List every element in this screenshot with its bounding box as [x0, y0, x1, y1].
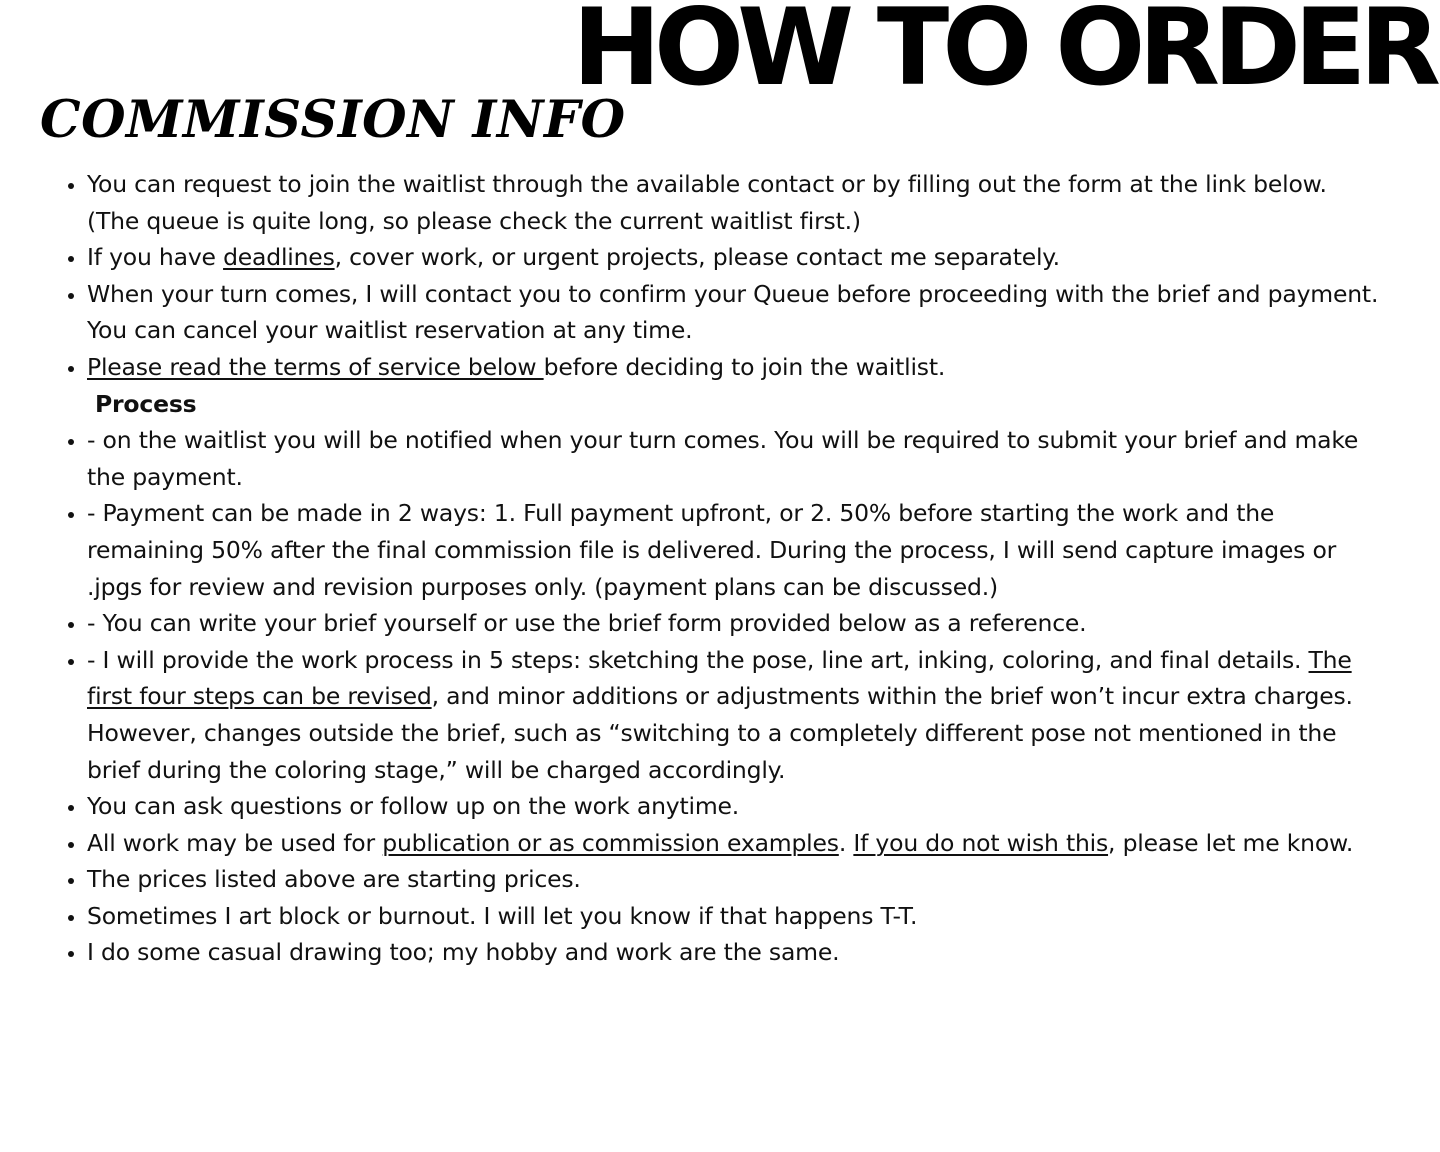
usage-mid: . — [838, 828, 854, 857]
deadlines-prefix: If you have — [87, 243, 224, 272]
list-item-payment — [87, 495, 1384, 605]
opt-out-link[interactable]: If you do not wish this — [853, 828, 1109, 857]
payment-text: - Payment can be made in 2 ways: 1. Full payment upfront, or 2. 50% before starting the work and the remaining 50% after the final commission file is delivered. During the process, I will send capture images or .jpgs for review and revision purposes only. (payment plans can be discussed.) — [87, 499, 1337, 601]
page-title: HOW TO ORDER — [572, 0, 1434, 109]
deadlines-suffix: , cover work, or urgent projects, please contact me separately. — [334, 243, 1060, 272]
steps-suffix: , and minor additions or adjustments within the brief won’t incur extra charges. However, changes outside the brief, such as “switching to a completely different pose not mentioned in the brief during the coloring stage,” will be charged accordingly. — [87, 682, 1353, 784]
publication-link[interactable]: publication or as commission examples — [382, 828, 839, 857]
list-item-deadlines — [87, 239, 1384, 276]
join-waitlist-text: You can request to join the waitlist through the available contact or by filling out the form at the link below. — [87, 170, 1327, 198]
queue-note-text: (The queue is quite long, so please check the current waitlist first.) — [87, 206, 861, 235]
process-heading-item — [87, 386, 1384, 423]
steps-prefix: - I will provide the work process in 5 steps: sketching the pose, line art, inking, coloring, and final details. — [87, 645, 1309, 674]
prices-text: The prices listed above are starting prices. — [87, 865, 581, 894]
usage-prefix: All work may be used for — [87, 828, 383, 857]
list-item-prices — [87, 861, 1384, 898]
terms-of-service-link[interactable]: Please read the terms of service below — [87, 352, 544, 381]
revision-steps-link[interactable]: The first four steps can be revised — [87, 645, 1352, 711]
list-item-brief — [87, 605, 1384, 642]
process-heading: Process — [95, 389, 197, 418]
list-item-usage — [87, 825, 1384, 862]
hobby-text: I do some casual drawing too; my hobby and work are the same. — [87, 938, 840, 967]
list-item-notify — [87, 422, 1384, 495]
your-turn-text: When your turn comes, I will contact you to confirm your Queue before proceeding with the brief and payment. You can cancel your waitlist reservation at any time. — [87, 279, 1379, 345]
terms-suffix: before deciding to join the waitlist. — [543, 352, 946, 381]
list-item-hobby — [87, 934, 1384, 971]
questions-text: You can ask questions or follow up on the work anytime. — [87, 792, 740, 821]
list-item-terms — [87, 349, 1384, 386]
usage-suffix: , please let me know. — [1108, 828, 1354, 857]
deadlines-link[interactable]: deadlines — [223, 243, 335, 272]
list-item-questions — [87, 788, 1384, 825]
list-item-art-block — [87, 898, 1384, 935]
list-item-work-steps — [87, 642, 1384, 788]
list-item-your-turn — [87, 276, 1384, 349]
brief-text: - You can write your brief yourself or use the brief form provided below as a reference. — [87, 609, 1087, 638]
list-item-join-waitlist — [87, 166, 1384, 239]
notify-text: - on the waitlist you will be notified when your turn comes. You will be required to submit your brief and make the payment. — [87, 426, 1359, 491]
section-title: COMMISSION INFO — [40, 90, 626, 150]
commission-info-list — [44, 166, 1384, 971]
art-block-text: Sometimes I art block or burnout. I will let you know if that happens T-T. — [87, 901, 918, 930]
